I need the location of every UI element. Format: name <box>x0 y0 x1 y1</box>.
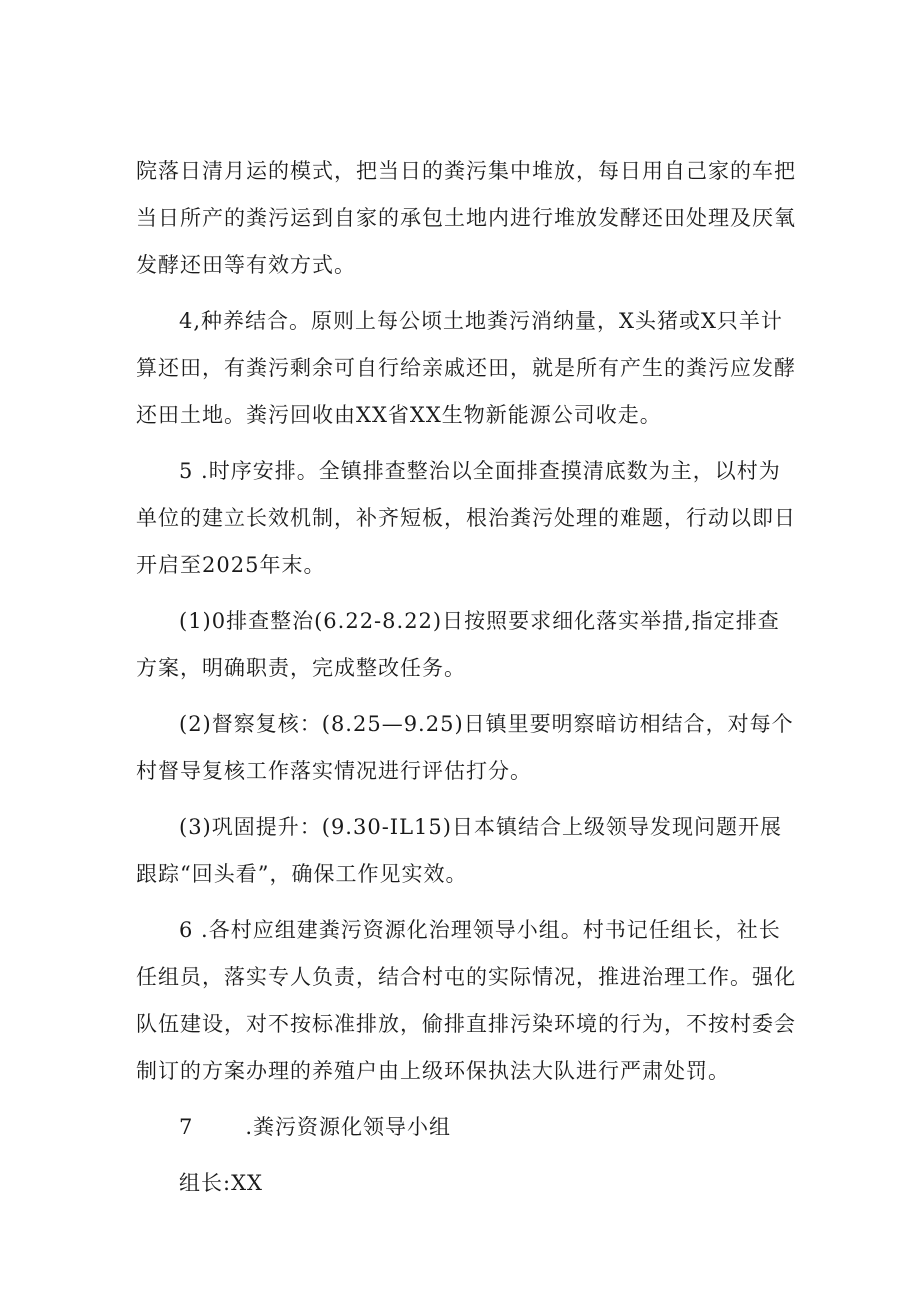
text-line: 院落日清月运的模式，把当日的粪污集中堆放，每日用自己家的车把 <box>136 159 796 183</box>
heading-number: 7 <box>179 1115 194 1139</box>
paragraph-item-5 <box>136 448 796 589</box>
text-line: 单位的建立长效机制，补齐短板，根治粪污处理的难题，行动以即日 <box>136 506 796 530</box>
section-heading-7 <box>136 1104 788 1151</box>
paragraph-subitem-2 <box>136 701 794 795</box>
text-line: 4,种养结合。原则上每公顷土地粪污消纳量，X头猪或X只羊计 <box>179 309 783 333</box>
text-line: 村督导复核工作落实情况进行评估打分。 <box>136 759 532 783</box>
paragraph-subitem-1 <box>136 598 788 692</box>
document-page <box>136 148 796 1207</box>
heading-text: .粪污资源化领导小组 <box>245 1115 452 1139</box>
text-line: 发酵还田等有效方式。 <box>136 253 356 277</box>
text-line: 还田土地。粪污回收由XX省XX生物新能源公司收走。 <box>136 403 662 427</box>
paragraph-item-4 <box>136 298 796 439</box>
text-line: (2)督察复核：(8.25—9.25)日镇里要明察暗访相结合，对每个 <box>179 712 794 736</box>
group-leader-line <box>136 1160 788 1207</box>
text-line: (3)巩固提升：(9.30-IL15)日本镇结合上级领导发现问题开展 <box>179 815 782 839</box>
text-line: 制订的方案办理的养殖户由上级环保执法大队进行严肃处罚。 <box>136 1059 730 1083</box>
paragraph-item-6 <box>136 907 796 1095</box>
text-line: 任组员，落实专人负责，结合村屯的实际情况，推进治理工作。强化 <box>136 965 796 989</box>
text-line: 方案，明确职责，完成整改任务。 <box>136 656 466 680</box>
text-line: (1)0排查整治(6.22-8.22)日按照要求细化落实举措,指定排查 <box>179 609 780 633</box>
text-line: 算还田，有粪污剩余可自行给亲戚还田，就是所有产生的粪污应发酵 <box>136 356 796 380</box>
heading-line <box>136 1104 788 1151</box>
text-line: 队伍建设，对不按标准排放，偷排直排污染环境的行为，不按村委会 <box>136 1012 796 1036</box>
paragraph-subitem-3 <box>136 804 788 898</box>
leader-text: 组长:XX <box>179 1171 263 1195</box>
text-line: 6 .各村应组建粪污资源化治理领导小组。村书记任组长，社长 <box>179 918 781 942</box>
text-line: 当日所产的粪污运到自家的承包土地内进行堆放发酵还田处理及厌氧 <box>136 206 796 230</box>
text-line: 开启至2025年末。 <box>136 553 326 577</box>
text-line: 5 .时序安排。全镇排查整治以全面排查摸清底数为主，以村为 <box>179 459 781 483</box>
text-line: 跟踪“回头看”，确保工作见实效。 <box>136 862 468 886</box>
paragraph-collection-mode <box>136 148 796 289</box>
